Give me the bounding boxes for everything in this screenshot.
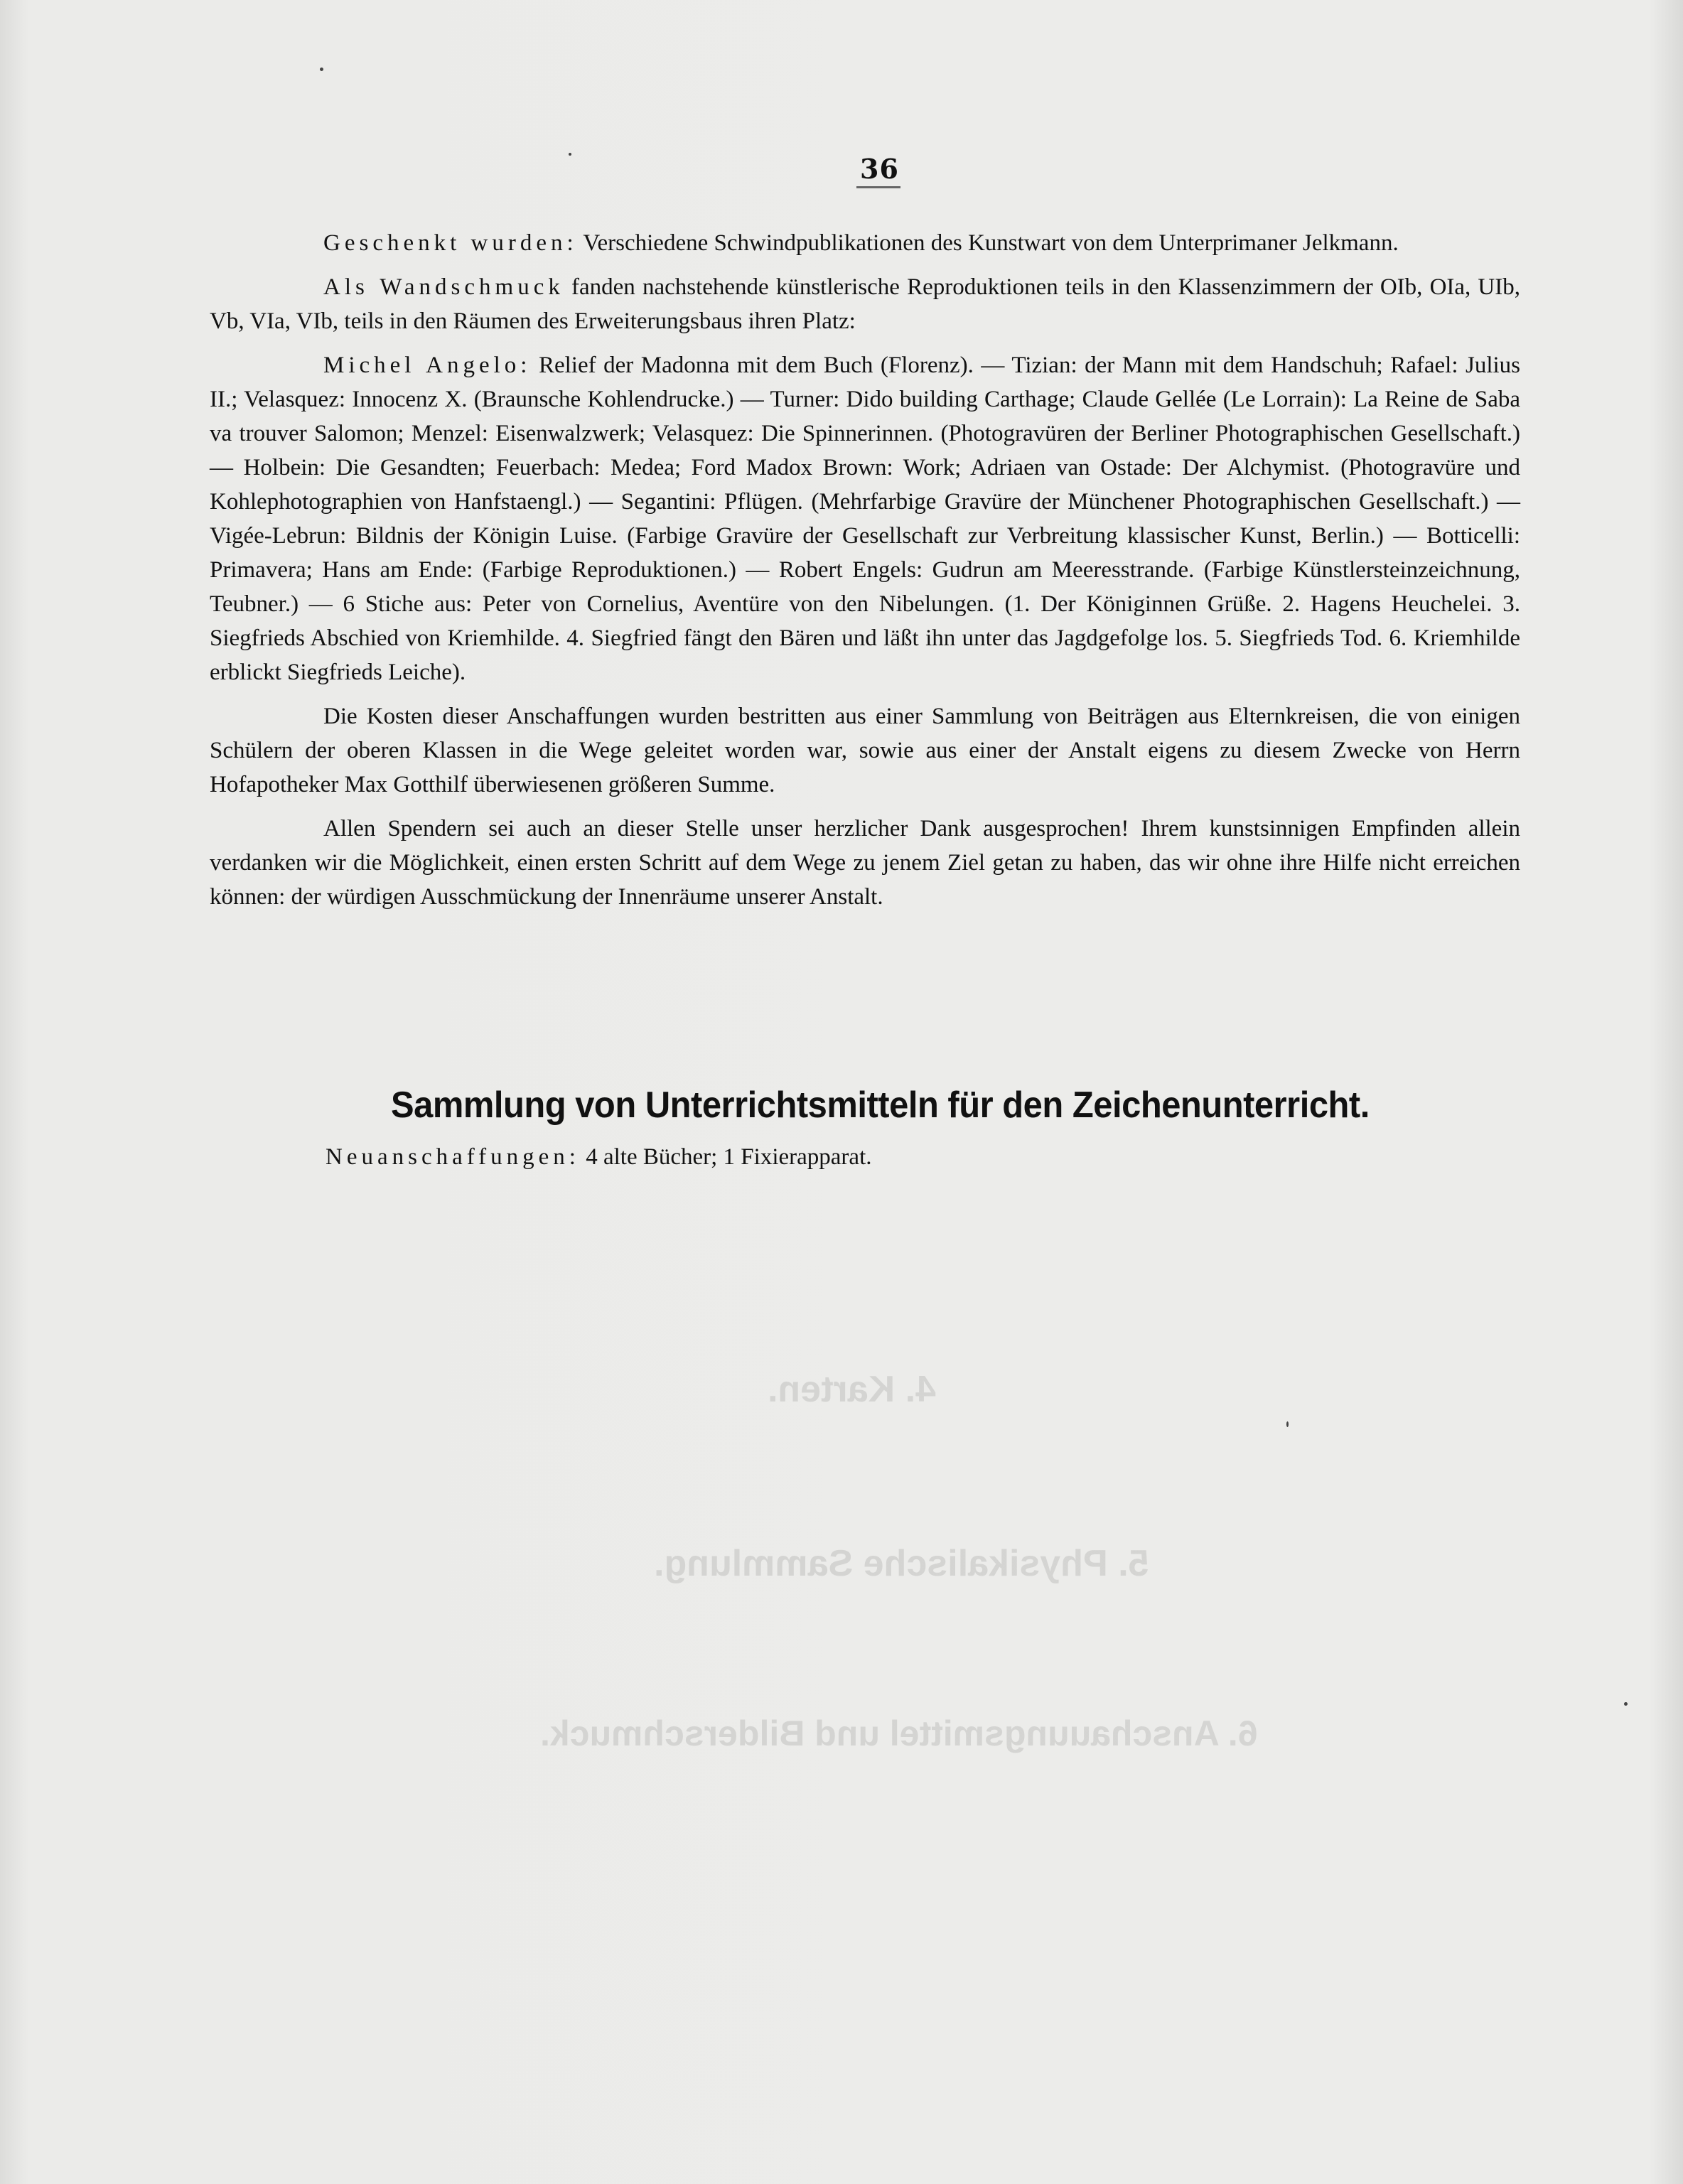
paragraph-artworks-lead: Michel Angelo: xyxy=(323,353,532,378)
scan-speck xyxy=(1286,1421,1289,1427)
paragraph-wall-decoration-text: fanden nachstehende künstlerische Reproduktionen teils in den Klassenzimmern der OIb, OIa, UIb, Vb, VIa, VIb, teils in den Räumen des Erweiterungsbaus ihren Platz: xyxy=(210,274,1521,334)
paragraph-wall-decoration-lead: Als Wandschmuck xyxy=(323,274,564,300)
scan-speck xyxy=(569,153,571,156)
scan-speck xyxy=(320,68,323,71)
paragraph-gifts xyxy=(210,226,1520,260)
paragraph-gifts-lead: Geschenkt wurden: xyxy=(323,230,578,256)
bleed-through-heading-anschauung: 6. Anschauungsmittel und Bilderschmuck. xyxy=(540,1714,1258,1753)
new-acquisitions-lead: Neuanschaffungen: xyxy=(326,1144,580,1170)
paragraph-thanks xyxy=(210,812,1520,914)
body-text xyxy=(210,226,1520,924)
page-number-rule xyxy=(856,186,900,188)
paragraph-wall-decoration xyxy=(210,270,1520,338)
page-number: 36 xyxy=(860,153,899,185)
paragraph-thanks-text: Allen Spendern sei auch an dieser Stelle unser herzlicher Dank ausgesprochen! Ihrem kunstsinnigen Empfinden allein verdanken wir die Möglichkeit, einen ersten Schritt auf dem Wege zu jenem Ziel getan zu haben, das wir ohne ihre Hilfe nicht erreichen können: der würdigen Ausschmückung der Innenräume unserer Anstalt. xyxy=(210,816,1520,910)
paragraph-artworks-text: Relief der Madonna mit dem Buch (Florenz). — Tizian: der Mann mit dem Handschuh; Rafael: Julius II.; Velasquez: Innocenz X. (Braunsche Kohlendrucke.) — Turner: Dido building Carthage; Claude Gellée (Le Lorrain): La Reine de Saba va trouver Salomon; Menzel: Eisenwalzwerk; Velasquez: Die Spinnerinnen. (Photogravüren der Berliner Photographischen Gesellschaft.) — Holbein: Die Gesandten; Feuerbach: Medea; Ford Madox Brown: Work; Adriaen van Ostade: Der Alchymist. (Photogravüre und Kohlephotographien von Hanfstaengl.) — Segantini: Pflügen. (Mehrfarbige Gravüre der Münchener Photographischen Gesellschaft.) — Vigée-Lebrun: Bildnis der Königin Luise. (Farbige Gravüre der Gesellschaft zur Verbreitung klassischer Kunst, Berlin.) — Botticelli: Primavera; Hans am Ende: (Farbige Reproduktionen.) — Robert Engels: Gudrun am Meeresstrande. (Farbige Künstlersteinzeichnung, Teubner.) — 6 Stiche aus: Peter von Cornelius, Aventüre von den Nibelungen. (1. Der Königinnen Grüße. 2. Hagens Heuchelei. 3. Siegfrieds Abschied von Kriemhilde. 4. Siegfried fängt den Bären und läßt ihn unter das Jagdgefolge los. 5. Siegfrieds Tod. 6. Kriemhilde erblickt Siegfrieds Leiche). xyxy=(210,353,1521,685)
new-acquisitions-text: 4 alte Bücher; 1 Fixierapparat. xyxy=(579,1144,872,1170)
paragraph-costs xyxy=(210,699,1520,802)
scan-speck xyxy=(1624,1702,1628,1706)
paragraph-costs-text: Die Kosten dieser Anschaffungen wurden bestritten aus einer Sammlung von Beiträgen aus Elternkreisen, die von einigen Schülern der oberen Klassen in die Wege geleitet worden war, sowie aus einer der Anstalt eigens zu diesem Zwecke von Herrn Hofapotheker Max Gotthilf überwiesenen größeren Summe. xyxy=(210,704,1520,797)
bleed-through-heading-karten: 4. Karten. xyxy=(768,1369,936,1410)
paragraph-gifts-text: Verschiedene Schwindpublikationen des Kunstwart von dem Unterprimaner Jelkmann. xyxy=(577,230,1399,256)
paragraph-artworks xyxy=(210,348,1520,689)
new-acquisitions xyxy=(326,1144,872,1171)
section-heading: Sammlung von Unterrichtsmitteln für den Zeichenunterricht. xyxy=(391,1085,1370,1126)
bleed-through-heading-physik: 5. Physikalische Sammlung. xyxy=(654,1543,1149,1584)
